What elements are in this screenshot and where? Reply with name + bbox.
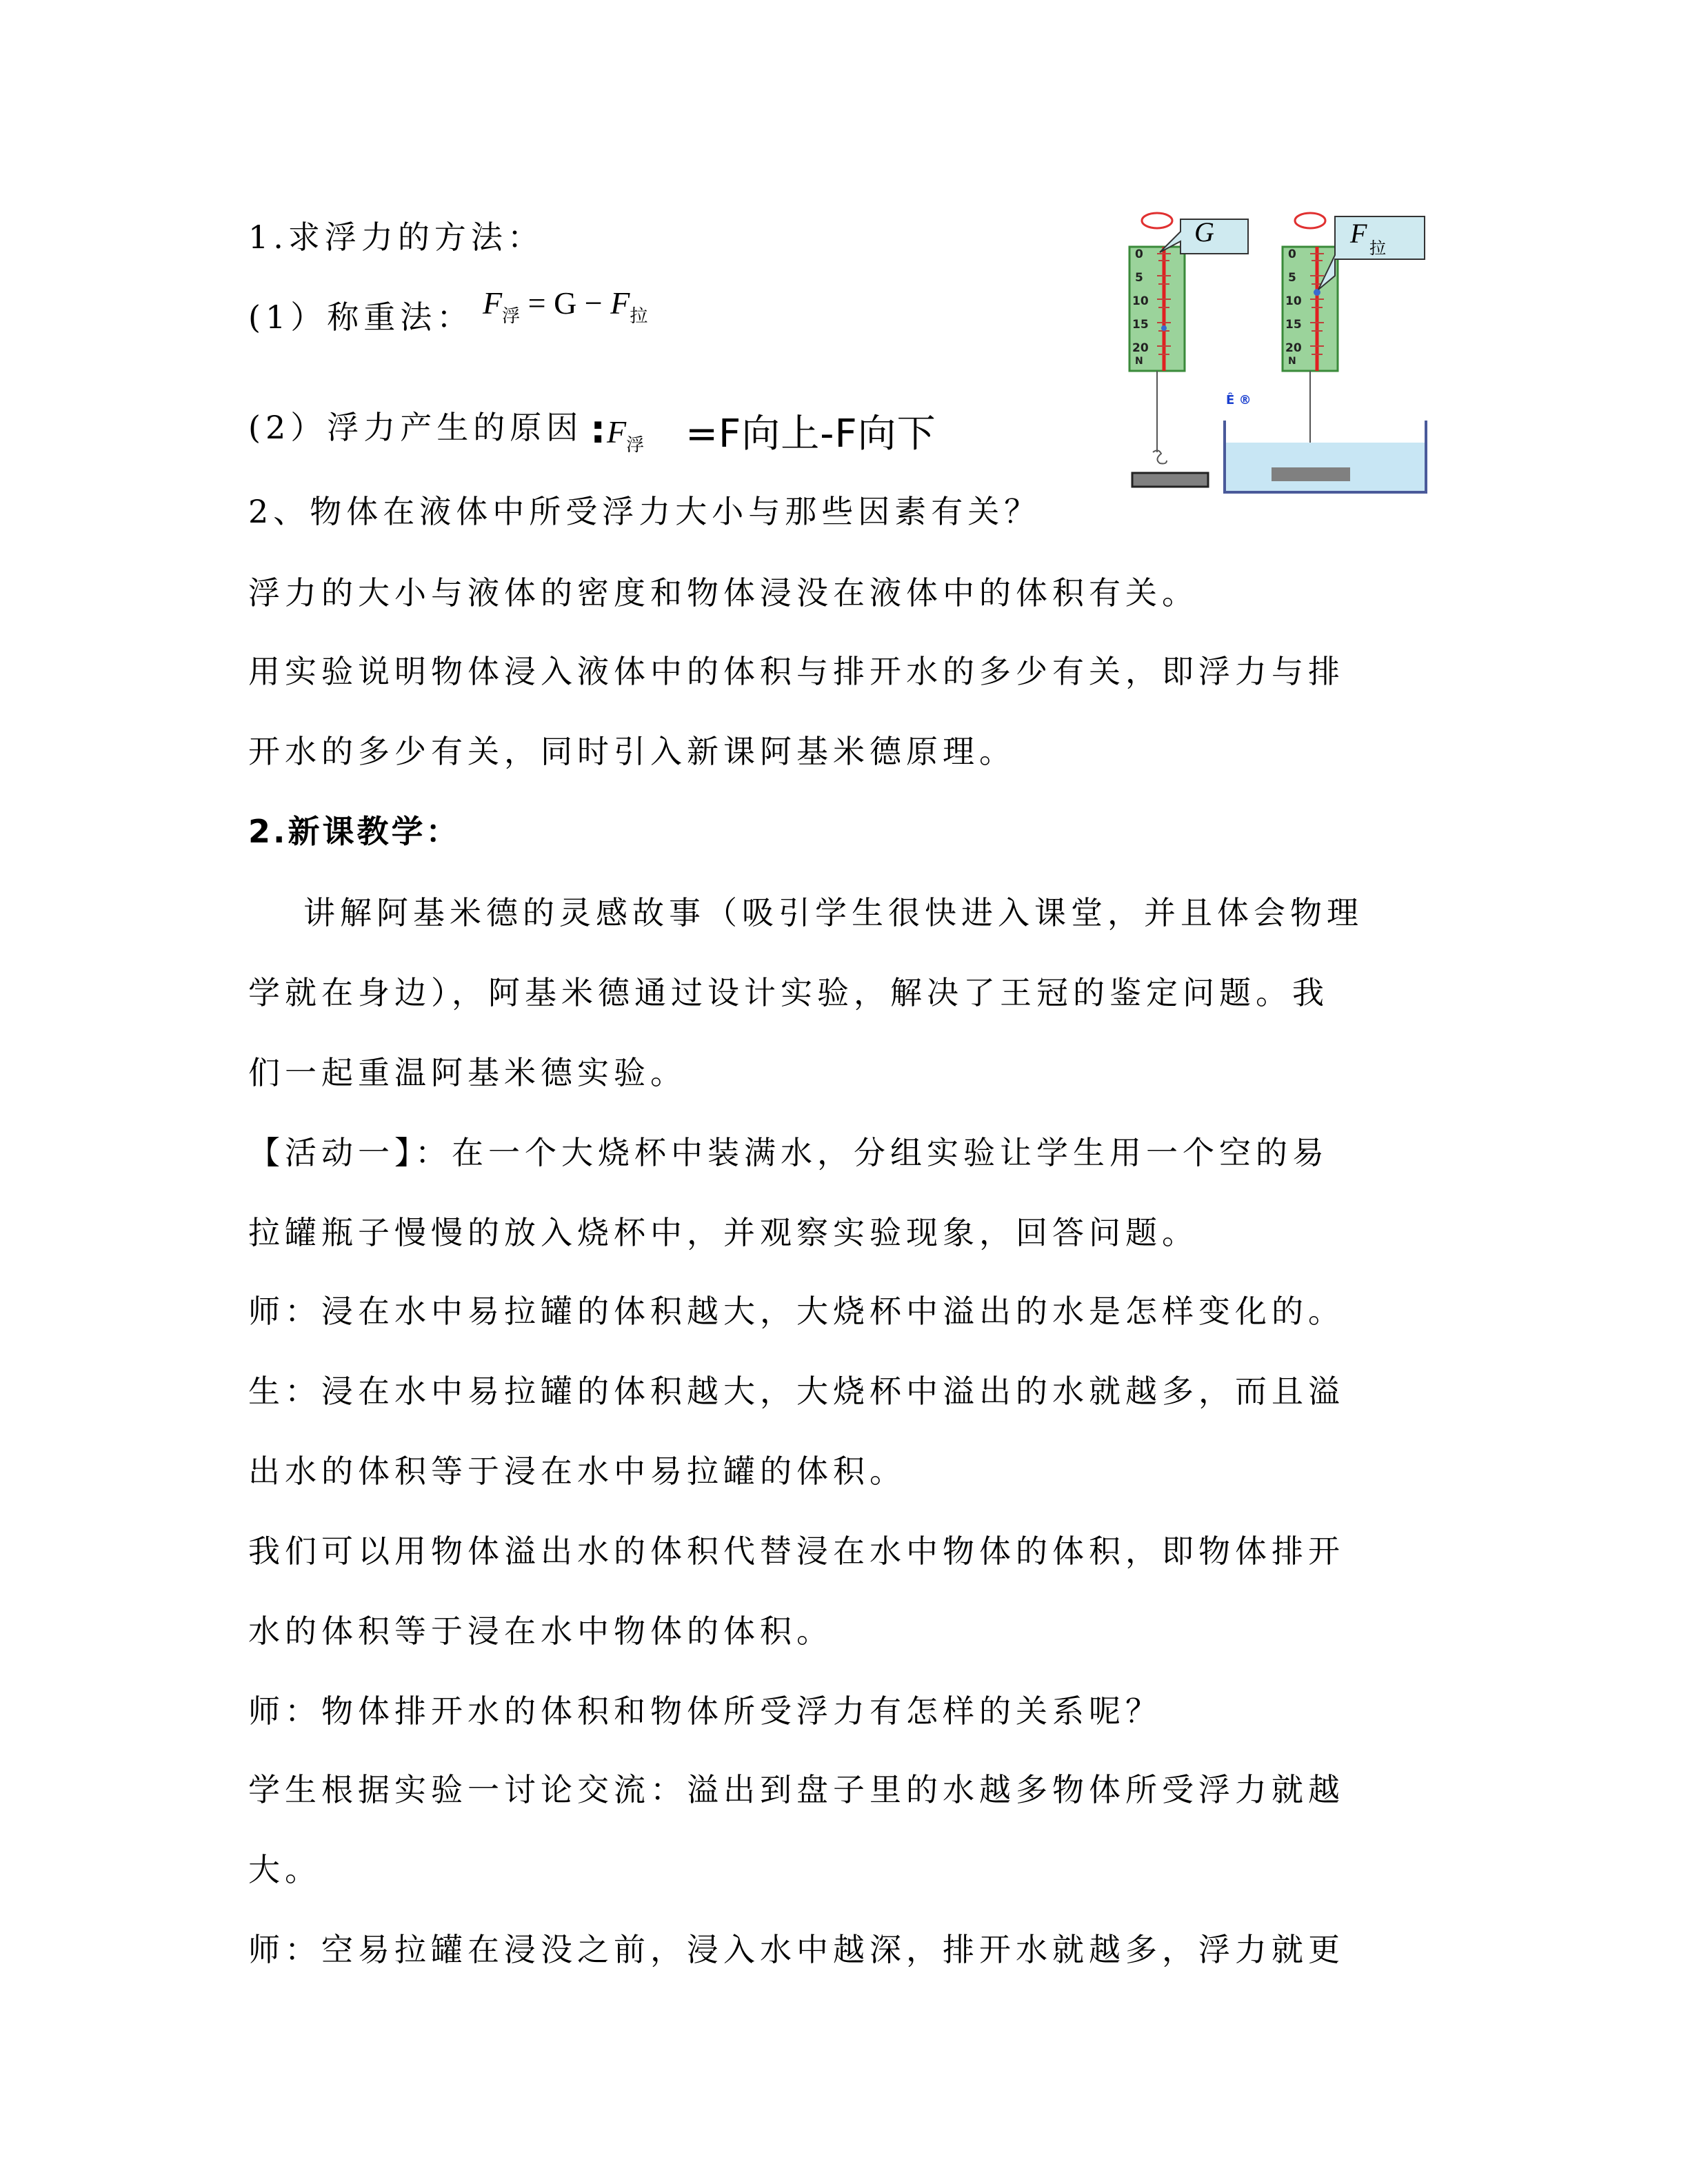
formula-weighing-method — [483, 283, 647, 329]
student-answer-line-1: 生：浸在水中易拉罐的体积越大，大烧杯中溢出的水就越多，而且溢 — [248, 1373, 1345, 1410]
formula-equals-g-minus: = G − — [520, 285, 611, 321]
paragraph-story-line-2: 学就在身边），阿基米德通过设计实验，解决了王冠的鉴定问题。我 — [248, 974, 1329, 1011]
right-tick-15: 15 — [1285, 318, 1302, 332]
formula-symbol-f2: F — [610, 285, 630, 321]
right-block — [1272, 467, 1350, 481]
left-tick-0: 0 — [1135, 247, 1143, 261]
method-1-label: (1）称重法： — [248, 299, 474, 336]
g-label: G — [1194, 216, 1214, 247]
left-hook — [1153, 450, 1167, 463]
spring-scale-figure — [1117, 207, 1441, 503]
student-answer-line-2: 出水的体积等于浸在水中易拉罐的体积。 — [248, 1453, 906, 1490]
student-discussion-line-1: 学生根据实验一讨论交流：溢出到盘子里的水越多物体所受浮力就越 — [248, 1771, 1345, 1808]
heading-new-lesson: 2.新课教学： — [248, 813, 461, 850]
right-tick-5: 5 — [1288, 271, 1296, 285]
left-tick-15: 15 — [1132, 318, 1149, 332]
left-tick-10: 10 — [1132, 294, 1149, 308]
formula-subscript-la: 拉 — [630, 306, 648, 326]
left-tick-20: 20 — [1132, 341, 1149, 355]
conclusion-line-1: 我们可以用物体溢出水的体积代替浸在水中物体的体积，即物体排开 — [248, 1533, 1345, 1570]
paragraph-experiment-line-2: 开水的多少有关，同时引入新课阿基米德原理。 — [248, 733, 1016, 770]
left-block — [1132, 473, 1208, 487]
answer-factors: 浮力的大小与液体的密度和物体浸没在液体中的体积有关。 — [248, 574, 1198, 611]
left-tick-unit: N — [1135, 356, 1143, 367]
paragraph-story-line-1: 讲解阿基米德的灵感故事（吸引学生很快进入课堂，并且体会物理 — [303, 894, 1363, 931]
teacher-question-2: 师：物体排开水的体积和物体所受浮力有怎样的关系呢？ — [248, 1692, 1162, 1730]
water — [1226, 443, 1425, 491]
method-2-colon: : — [590, 407, 606, 452]
formula2-rest: =F向上-F向下 — [685, 412, 936, 456]
right-hanging-ring — [1295, 213, 1325, 228]
right-pointer — [1314, 289, 1320, 296]
teacher-explanation-line-1: 师：空易拉罐在浸没之前，浸入水中越深，排开水就越多，浮力就更 — [248, 1931, 1345, 1968]
formula-subscript-fu: 浮 — [502, 306, 521, 326]
right-spring-scale — [1225, 213, 1426, 492]
small-blue-mark: Ê ® — [1226, 393, 1252, 407]
right-tick-unit: N — [1288, 356, 1296, 367]
paragraph-story-line-3: 们一起重温阿基米德实验。 — [248, 1054, 687, 1091]
right-tick-0: 0 — [1288, 247, 1296, 261]
right-tick-20: 20 — [1285, 341, 1302, 355]
formula-symbol-f: F — [483, 285, 503, 321]
formula2-subscript-fu: 浮 — [626, 435, 645, 455]
paragraph-experiment-line-1: 用实验说明物体浸入液体中的体积与排开水的多少有关，即浮力与排 — [248, 653, 1345, 690]
f-pull-label: F — [1350, 218, 1367, 249]
left-hanging-ring — [1142, 213, 1172, 228]
method-2-label: (2）浮力产生的原因 — [248, 409, 583, 446]
formula-cause-of-buoyancy — [607, 410, 936, 458]
f-pull-label-sub: 拉 — [1369, 239, 1386, 258]
left-pointer — [1161, 325, 1167, 331]
left-tick-5: 5 — [1135, 271, 1143, 285]
activity-one-line-2: 拉罐瓶子慢慢的放入烧杯中，并观察实验现象，回答问题。 — [248, 1214, 1198, 1251]
formula2-symbol-f: F — [607, 414, 627, 449]
question-factors: 2、物体在液体中所受浮力大小与那些因素有关？ — [248, 493, 1041, 530]
heading-buoyancy-methods: 1.求浮力的方法： — [248, 219, 544, 256]
right-tick-10: 10 — [1285, 294, 1302, 308]
activity-one-line-1: 【活动一】：在一个大烧杯中装满水，分组实验让学生用一个空的易 — [248, 1134, 1329, 1171]
conclusion-line-2: 水的体积等于浸在水中物体的体积。 — [248, 1612, 833, 1650]
teacher-question-1: 师：浸在水中易拉罐的体积越大，大烧杯中溢出的水是怎样变化的。 — [248, 1293, 1345, 1330]
student-discussion-line-2: 大。 — [248, 1851, 321, 1888]
